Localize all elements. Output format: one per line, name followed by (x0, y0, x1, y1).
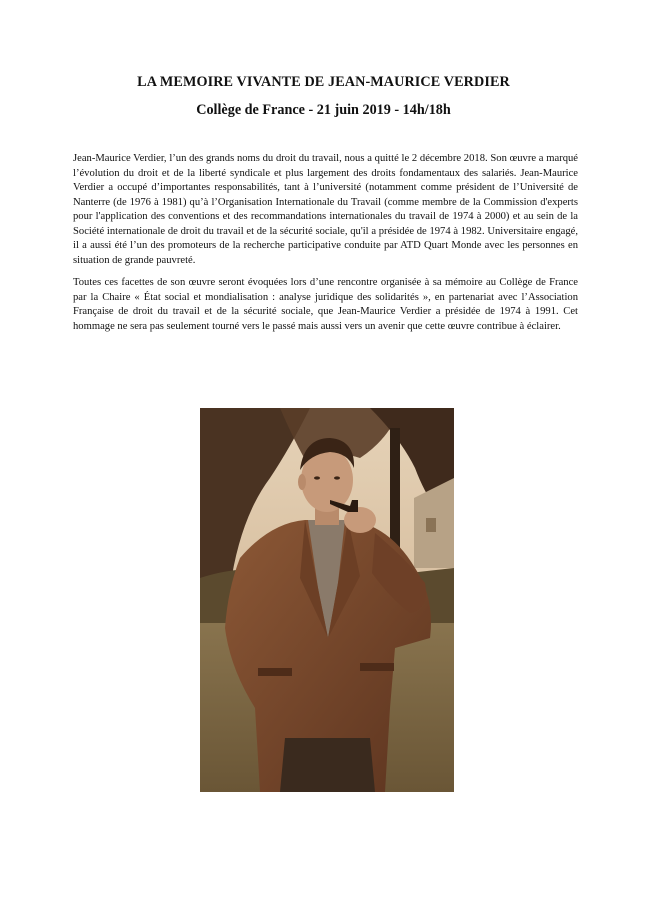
portrait-illustration (200, 408, 454, 792)
photo-pocket-left (258, 668, 292, 676)
photo-eye-left (314, 476, 320, 479)
paragraph-2: Toutes ces facettes de son œuvre seront évoquées lors d’une rencontre organisée à sa mémoire au Collège de France par la Chaire « État social et mondialisation : analyse juridique des solidarités », en partenariat avec l’Association Française de droit du travail et de la sécurité sociale, que Jean-Maurice Verdier a présidée de 1974 à 1991. Cet hommage ne sera pas seulement tourné vers le passé mais aussi vers un avenir que cette œuvre contribue à éclairer. (73, 277, 578, 332)
photo-ear (298, 474, 306, 490)
paragraph-1: Jean-Maurice Verdier, l’un des grands noms du droit du travail, nous a quitté le 2 décembre 2018. Son œuvre a marqué l’évolution du droit et de la liberté syndicale et plus largement des droits fondamentaux des salariés. Jean-Maurice Verdier a occupé d’importantes responsabilités, tant à l’université (notamment comme président de l’Université de Nanterre (de 1976 à 1981) qu’à l’Organisation Internationale du Travail (comme membre de la Commission d'experts pour l'application des conventions et des recommandations internationales du travail de 1974 à 2000) et au sein de la Société internationale de droit du travail et de la sécurité sociale, qu'il a présidée de 1974 à 1982. Universitaire engagé, il a aussi été l’un des promoteurs de la recherche participative conduite par ATD Quart Monde avec les personnes en situation de grande pauvreté. (73, 153, 578, 266)
document-subtitle: Collège de France - 21 juin 2019 - 14h/18h (196, 102, 451, 118)
photo-trousers (280, 738, 375, 792)
photo-building-window (426, 518, 436, 532)
document-body (73, 152, 578, 342)
photo-eye-right (334, 476, 340, 479)
portrait-photo (200, 408, 454, 792)
document-title: LA MEMOIRE VIVANTE DE JEAN-MAURICE VERDIER (137, 74, 510, 90)
photo-pocket-right (360, 663, 394, 671)
